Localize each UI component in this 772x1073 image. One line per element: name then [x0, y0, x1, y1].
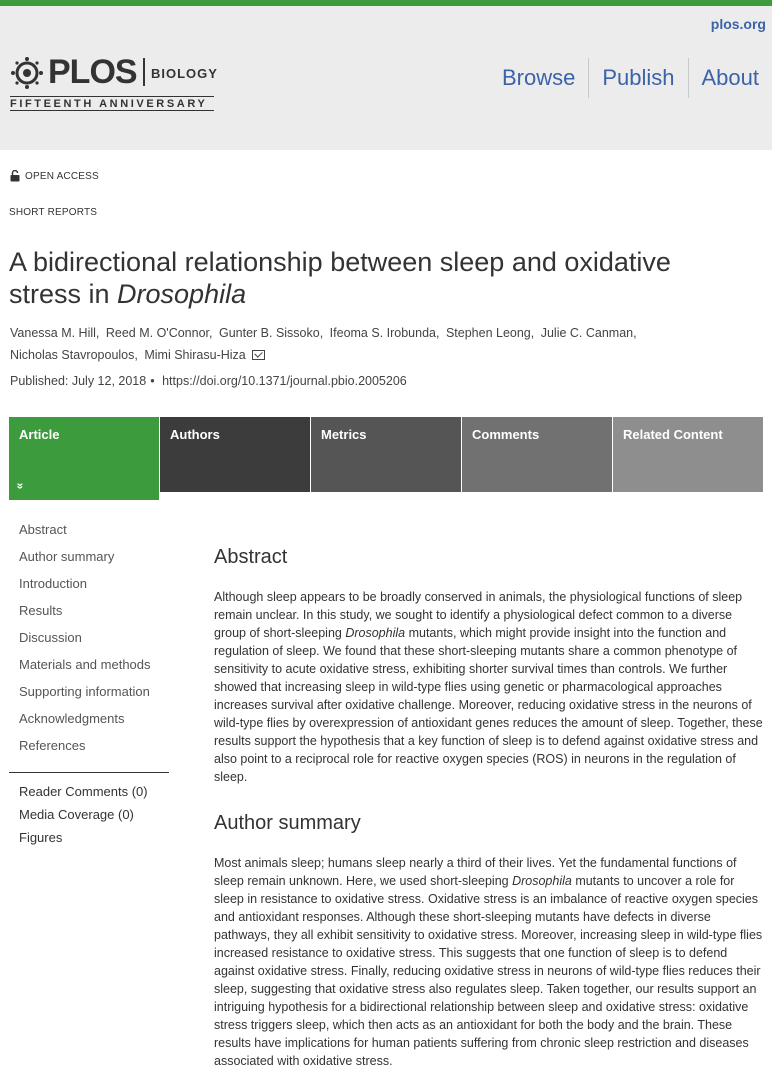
author-summary-heading: Author summary — [214, 812, 361, 834]
doi-link[interactable]: https://doi.org/10.1371/journal.pbio.2005206 — [162, 374, 407, 388]
tab-label: Metrics — [321, 427, 367, 442]
abstract-italic: Drosophila — [345, 626, 406, 640]
section-link-supporting-info[interactable]: Supporting information — [19, 684, 150, 699]
section-link-references[interactable]: References — [19, 738, 86, 753]
section-nav — [19, 521, 179, 764]
logo-rule-bottom — [10, 110, 214, 111]
nav-browse[interactable]: Browse — [501, 65, 576, 90]
author-name[interactable]: Gunter B. Sissoko, — [218, 326, 324, 340]
abstract-heading: Abstract — [214, 546, 288, 568]
article-tabs — [9, 417, 763, 500]
abstract-text-part: mutants, which might provide insight into the function and regulation of sleep. We found that these short-sleeping mutants share a common phenotype of sensitivity to acute oxidative stress, exhibiting shorter survival times than controls. We further showed that increasing sleep in wild-type flies using genetic or pharmacological approaches increases survival after oxidative challenge. Moreover, reducing oxidative stress in the neurons of wild-type flies by overexpression of antioxidant genes reduces the amount of sleep. Together, these results support the hypothesis that a key function of sleep is to defend against oxidative stress and also point to a reciprocal role for reactive oxygen species (ROS) in neurons in the regulation of sleep. — [214, 626, 763, 784]
logo-name: PLOS — [48, 53, 137, 91]
plos-org-link[interactable]: plos.org — [710, 16, 766, 32]
section-link-materials-methods[interactable]: Materials and methods — [19, 657, 151, 672]
article-type: SHORT REPORTS — [9, 207, 98, 218]
section-link-introduction[interactable]: Introduction — [19, 576, 87, 591]
author-list — [10, 322, 710, 366]
nav-about[interactable]: About — [701, 65, 759, 90]
sidenav-divider — [9, 772, 169, 773]
author-name[interactable]: Ifeoma S. Irobunda, — [329, 326, 440, 340]
tab-authors[interactable] — [160, 417, 310, 492]
tab-metrics[interactable] — [311, 417, 461, 492]
logo-divider — [143, 58, 145, 86]
title-italic: Drosophila — [117, 279, 247, 309]
email-icon[interactable] — [252, 350, 265, 360]
publication-info — [10, 374, 407, 388]
extra-nav — [19, 783, 179, 852]
site-header — [0, 6, 772, 150]
figures-link[interactable]: Figures — [19, 830, 63, 845]
logo-journal: BIOLOGY — [151, 66, 218, 81]
author-summary-text — [214, 854, 764, 1070]
summary-italic: Drosophila — [512, 874, 572, 888]
title-text: A bidirectional relationship between sleep and oxidative stress in — [9, 247, 671, 309]
section-link-results[interactable]: Results — [19, 603, 63, 618]
author-name[interactable]: Nicholas Stavropoulos, — [10, 348, 138, 362]
summary-text-part: Most animals sleep; humans sleep nearly a third of their lives. Yet the fundamental functions of sleep remain unknown. Here, we used short-sleeping — [214, 856, 737, 888]
chevron-down-icon: » — [13, 482, 28, 490]
section-link-author-summary[interactable]: Author summary — [19, 549, 115, 564]
tab-article[interactable] — [9, 417, 159, 500]
media-coverage-link[interactable]: Media Coverage (0) — [19, 807, 134, 822]
abstract-text-part: Although sleep appears to be broadly conserved in animals, the physiological functions of sleep remain unclear. In this study, we sought to identify a physiological defect common to a diverse group of short-sleeping — [214, 590, 743, 640]
article-title — [9, 246, 749, 310]
author-name[interactable]: Vanessa M. Hill, — [10, 326, 100, 340]
section-link-acknowledgments[interactable]: Acknowledgments — [19, 711, 125, 726]
author-name[interactable]: Reed M. O'Connor, — [105, 326, 213, 340]
section-link-abstract[interactable]: Abstract — [19, 522, 67, 537]
plos-biology-logo[interactable] — [10, 52, 220, 112]
tab-related-content[interactable] — [613, 417, 763, 492]
abstract-text — [214, 588, 764, 786]
tab-label: Authors — [170, 427, 220, 442]
tab-label: Related Content — [623, 427, 723, 442]
section-link-discussion[interactable]: Discussion — [19, 630, 82, 645]
logo-rule-top — [10, 96, 214, 97]
open-access-badge — [10, 170, 99, 182]
author-name[interactable]: Julie C. Canman, — [540, 326, 637, 340]
open-access-label: OPEN ACCESS — [25, 170, 99, 182]
reader-comments-link[interactable]: Reader Comments (0) — [19, 784, 148, 799]
bullet-separator: • — [150, 374, 155, 388]
tab-label: Comments — [472, 427, 540, 442]
unlock-icon — [10, 170, 20, 182]
author-name[interactable]: Mimi Shirasu-Hiza — [144, 348, 246, 362]
tab-comments[interactable] — [462, 417, 612, 492]
published-date: Published: July 12, 2018 — [10, 374, 147, 388]
nav-publish[interactable]: Publish — [602, 65, 675, 90]
summary-text-part: mutants to uncover a role for sleep in resistance to oxidative stress. Oxidative stress is an imbalance of reactive oxygen species and antioxidant responses. Although these short-sleeping mutants have defects in diverse pathways, they all exhibit sensitivity to oxidative stress. Moreover, increasing sleep in wild-type flies increased resistance to oxidative stress. This suggests that one function of sleep is to defend against oxidative stress. Finally, reducing oxidative stress in neurons of wild-type flies reduces their sleep, suggesting that oxidative stress also regulates sleep. Taken together, our results support an intriguing hypothesis for a bidirectional relationship between sleep and oxidative stress: oxidative stress triggers sleep, which then acts as an antioxidant for both the body and the brain. These results have implications for human patients suffering from chronic sleep restriction and diseases associated with oxidative stress. — [214, 874, 763, 1068]
main-nav — [489, 58, 772, 98]
logo-tagline: FIFTEENTH ANNIVERSARY — [10, 98, 208, 110]
author-name[interactable]: Stephen Leong, — [445, 326, 535, 340]
tab-label: Article — [19, 427, 60, 442]
plos-logo-icon — [10, 56, 44, 90]
